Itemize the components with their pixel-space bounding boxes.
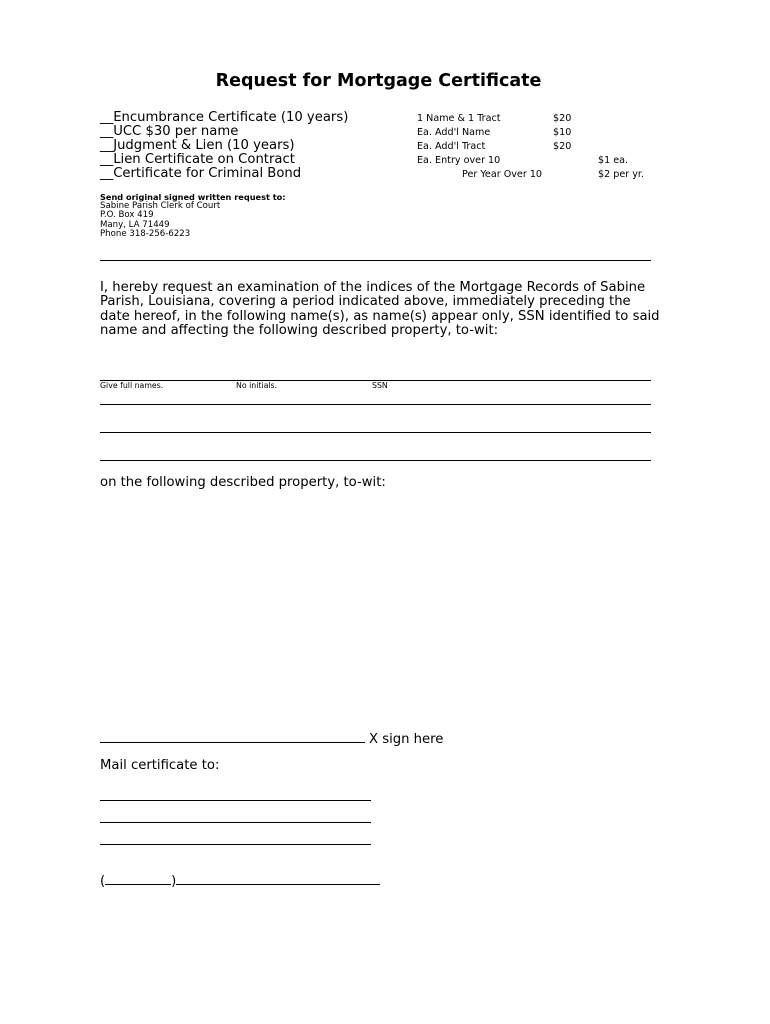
mail-address-line-3[interactable] bbox=[100, 844, 371, 845]
option-lien-certificate[interactable]: __Lien Certificate on Contract bbox=[100, 152, 295, 167]
mail-address-line-1[interactable] bbox=[100, 800, 371, 801]
phone-number-field[interactable] bbox=[176, 872, 380, 885]
phone-close-paren: ) bbox=[171, 874, 177, 889]
fee-amount-name-tract: $20 bbox=[553, 113, 572, 124]
hint-full-names: Give full names. bbox=[100, 381, 164, 390]
phone-open-paren: ( bbox=[100, 874, 106, 889]
fee-label-year-over-10: Per Year Over 10 bbox=[462, 169, 543, 180]
option-criminal-bond[interactable]: __Certificate for Criminal Bond bbox=[100, 166, 302, 181]
mail-label: Mail certificate to: bbox=[100, 758, 220, 773]
fee-label-addl-name: Ea. Add'l Name bbox=[417, 127, 491, 138]
fee-label-addl-tract: Ea. Add'l Tract bbox=[417, 141, 486, 152]
request-paragraph: I, hereby request an examination of the indices of the Mortgage Records of Sabine Parish, Louisiana, covering a period indicated above, immediately preceding the date hereof, in the following name(s), as name(s) appear only, SSN identified to said name and affecting the following described property, to-wit: bbox=[100, 280, 660, 339]
fee-amount-addl-tract: $20 bbox=[553, 141, 572, 152]
phone-area-code-field[interactable] bbox=[105, 872, 171, 885]
option-judgment-lien[interactable]: __Judgment & Lien (10 years) bbox=[100, 138, 295, 153]
fee-amount-entry-over-10: $1 ea. bbox=[598, 155, 629, 166]
signature-label: X sign here bbox=[369, 732, 444, 747]
hint-no-initials: No initials. bbox=[236, 381, 278, 390]
address-clerk: Sabine Parish Clerk of Court bbox=[100, 201, 221, 211]
fee-label-entry-over-10: Ea. Entry over 10 bbox=[417, 155, 501, 166]
signature-row bbox=[100, 730, 443, 747]
page-title: Request for Mortgage Certificate bbox=[215, 71, 542, 91]
fee-amount-year-over-10: $2 per yr. bbox=[598, 169, 645, 180]
option-ucc[interactable]: __UCC $30 per name bbox=[100, 124, 239, 139]
mail-address-line-2[interactable] bbox=[100, 822, 371, 823]
address-po-box: P.O. Box 419 bbox=[100, 210, 154, 220]
hint-ssn: SSN bbox=[372, 381, 388, 390]
fee-amount-addl-name: $10 bbox=[553, 127, 572, 138]
address-city: Many, LA 71449 bbox=[100, 220, 170, 230]
names-line-2[interactable] bbox=[100, 404, 651, 405]
section-divider bbox=[100, 260, 651, 261]
option-encumbrance-certificate[interactable]: __Encumbrance Certificate (10 years) bbox=[100, 110, 349, 125]
property-label: on the following described property, to-wit: bbox=[100, 475, 386, 490]
signature-field[interactable] bbox=[100, 730, 365, 743]
address-phone: Phone 318-256-6223 bbox=[100, 229, 191, 239]
phone-row bbox=[100, 872, 380, 889]
send-heading: Send original signed written request to: bbox=[100, 192, 286, 202]
names-line-3[interactable] bbox=[100, 432, 651, 433]
fee-label-name-tract: 1 Name & 1 Tract bbox=[417, 113, 501, 124]
names-line-4[interactable] bbox=[100, 460, 651, 461]
